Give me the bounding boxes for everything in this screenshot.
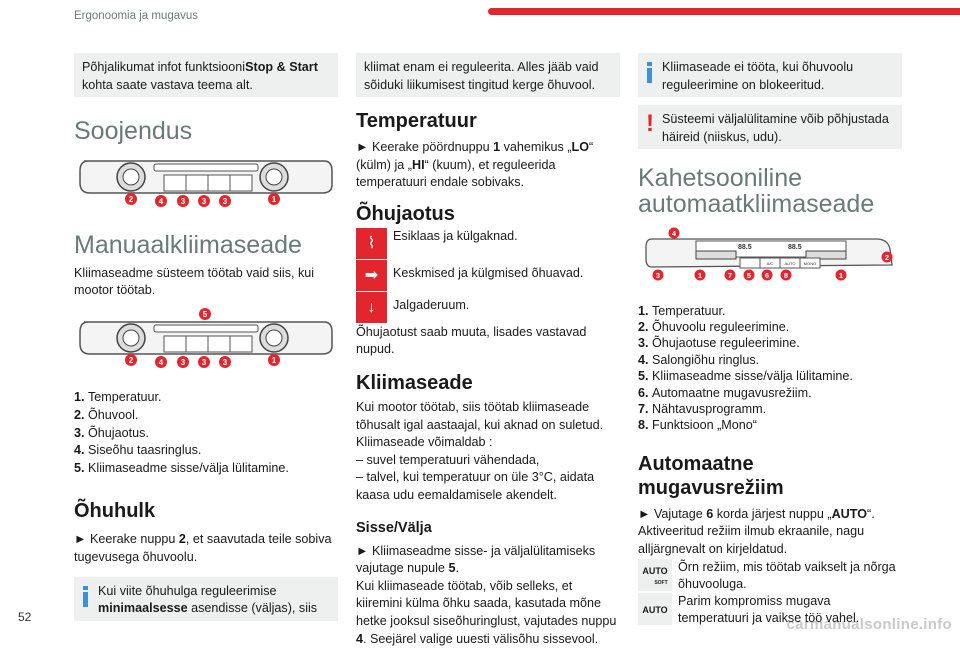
callout-5: 5 — [746, 271, 752, 280]
section-title: Ergonoomia ja mugavus — [74, 10, 199, 22]
callout-1: 1 — [271, 355, 277, 365]
info-box-min-airflow: Kui viite õhuhulga reguleerimise minimaalsesse asendisse (väljas), siis — [74, 577, 338, 621]
manual-ac-panel-image — [74, 308, 338, 370]
manual-ac-legend — [74, 389, 338, 477]
callout-4: 4 — [158, 357, 164, 367]
dual-zone-panel-image — [638, 227, 902, 285]
callout-3: 3 — [201, 197, 207, 206]
heading-auto-comfort: Automaatne mugavusrežiim — [638, 452, 784, 499]
windscreen-icon: ⌇ — [356, 228, 387, 259]
ac-text: Kliimaseade võimaldab : — [356, 435, 493, 450]
watermark: carmanualsonline.info — [786, 616, 952, 633]
heading-dual-zone: Kahetsooniline automaatkliimaseade — [638, 164, 875, 218]
heading-on-off: Sisse/Välja — [356, 519, 432, 536]
callout-5: 5 — [202, 309, 208, 319]
heading-airflow: Õhuhulk — [74, 500, 156, 523]
list-item: 5. Kliimaseadme sisse/välja lülitamine. — [638, 369, 853, 384]
temperature-text: ► Keerake pöördnuppu 1 vahemikus „LO“ (külm) ja „HI“ (kuum), et reguleerida temperatuuri endale sobivaks. — [356, 140, 594, 190]
ac-list-item: – talvel, kui temperatuur on üle 3°C, aidata kaasa udu eemaldamisele akendelt. — [356, 470, 595, 502]
info-icon — [646, 59, 654, 91]
heading-temperature: Temperatuur — [356, 110, 477, 132]
heading-heating: Soojendus — [74, 117, 193, 145]
list-item: 2. Õhuvool. — [74, 407, 139, 422]
callout-1: 1 — [838, 271, 844, 280]
list-item: AUTO SOFT Õrn režiim, mis töötab vaikselt ja nõrga õhuvooluga. — [638, 559, 902, 593]
callout-8: 8 — [783, 271, 789, 280]
auto-icon: AUTO — [638, 593, 672, 625]
callout-3: 3 — [222, 197, 228, 206]
heading-manual-ac: Manuaalkliimaseade — [74, 230, 302, 259]
auto-button-label: AUTO — [784, 261, 796, 266]
heading-air-distribution: Õhujaotus — [356, 202, 455, 225]
list-item: 3. Õhujaotus. — [74, 425, 149, 440]
airflow-text: ► Keerake nuppu 2, et saavutada teile sobiva tugevusega õhuvoolu. — [74, 532, 332, 564]
callout-3: 3 — [180, 197, 186, 206]
list-item: AUTO Parim kompromiss mugava temperatuuri ja vaikse töö vahel. — [638, 593, 902, 627]
column-3 — [638, 53, 902, 627]
list-item: 6. Automaatne mugavusrežiim. — [638, 385, 812, 400]
callout-2: 2 — [128, 355, 134, 365]
callout-4: 4 — [158, 197, 164, 206]
list-item: 7. Nähtavusprogramm. — [638, 402, 767, 417]
page-number: 52 — [18, 610, 32, 624]
info-box-stop-start: Põhjalikumat infot funktsiooniStop & Start kohta saate vastava teema alt. — [74, 53, 338, 97]
dual-zone-legend — [638, 303, 902, 434]
header-accent-bar — [488, 8, 960, 15]
heading-air-conditioning: Kliimaseade — [356, 371, 473, 394]
ac-text: Kui mootor töötab, siis töötab kliimaseade tõhusalt igal aastaajal, kui aknad on suletud. — [356, 399, 604, 432]
list-item: ➡ Keskmised ja külgmised õhuavad. — [356, 260, 620, 292]
footwell-icon: ↓ — [356, 292, 387, 323]
list-item: 2. Õhuvoolu reguleerimine. — [638, 320, 790, 334]
auto-instruction: ► Vajutage 6 korda järjest nuppu „AUTO“. — [638, 506, 875, 521]
callout-2: 2 — [884, 253, 890, 262]
on-off-text: Kui kliimaseade töötab, võib selleks, et kiiremini külma õhku saada, kasutada mõne hetke jooksul siseõhuringlust, vajutades nuppu 4. Seejärel valige uuesti välisõhu sissevool. — [356, 578, 617, 646]
column-2 — [356, 53, 620, 648]
info-box-continued: kliimat enam ei reguleerita. Alles jääb vaid sõiduki liikumisest tingitud kerge õhuvool. — [356, 53, 620, 97]
list-item: ↓ Jalgaderuum. — [356, 292, 620, 324]
distribution-note: Õhujaotust saab muuta, lisades vastavad nupud. — [356, 324, 587, 357]
mono-button-label: MONO — [803, 261, 817, 266]
heater-panel-image — [74, 153, 338, 209]
auto-soft-icon: AUTO SOFT — [638, 559, 672, 591]
warning-box: ! Süsteemi väljalülitamine võib põhjustada häireid (niiskus, udu). — [638, 105, 902, 149]
list-item: 8. Funktsioon „Mono“ — [638, 418, 757, 433]
on-off-text: ► Kliimaseadme sisse- ja väljalülitamiseks vajutage nupule 5. — [356, 543, 596, 576]
column-1 — [74, 53, 338, 629]
callout-3: 3 — [222, 357, 228, 367]
list-item: 3. Õhujaotuse reguleerimine. — [638, 336, 800, 351]
callout-3: 3 — [201, 357, 207, 367]
center-vents-icon: ➡ — [356, 260, 387, 291]
auto-text: Aktiveeritud režiim ilmub ekraanile, nagu alljärgnevalt on kirjeldatud. — [638, 524, 865, 557]
manual-ac-text: Kliimaseadme süsteem töötab vaid siis, kui mootor töötab. — [74, 265, 315, 298]
warning-icon: ! — [646, 110, 654, 137]
callout-4: 4 — [671, 229, 677, 238]
display-temp-left: 88.5 — [738, 244, 752, 251]
info-box-blocked: Kliimaseade ei tööta, kui õhuvoolu reguleerimine on blokeeritud. — [638, 53, 902, 97]
list-item: 5. Kliimaseadme sisse/välja lülitamine. — [74, 460, 289, 475]
list-item: 1. Temperatuur. — [74, 390, 162, 405]
list-item: ⌇ Esiklaas ja külgaknad. — [356, 228, 620, 260]
callout-1: 1 — [697, 271, 703, 280]
display-temp-right: 88.5 — [788, 244, 802, 251]
callout-1: 1 — [271, 195, 277, 204]
callout-2: 2 — [128, 195, 134, 204]
ac-list-item: – suvel temperatuuri vähendada, — [356, 452, 540, 467]
ac-button-label: A/C — [766, 261, 774, 266]
info-icon — [82, 583, 90, 615]
callout-6: 6 — [764, 271, 770, 280]
callout-7: 7 — [727, 271, 733, 280]
callout-3: 3 — [180, 357, 186, 367]
callout-3: 3 — [655, 271, 661, 280]
list-item: 4. Salongiõhu ringlus. — [638, 352, 760, 367]
list-item: 1. Temperatuur. — [638, 303, 726, 318]
list-item: 4. Siseõhu taasringlus. — [74, 443, 202, 458]
